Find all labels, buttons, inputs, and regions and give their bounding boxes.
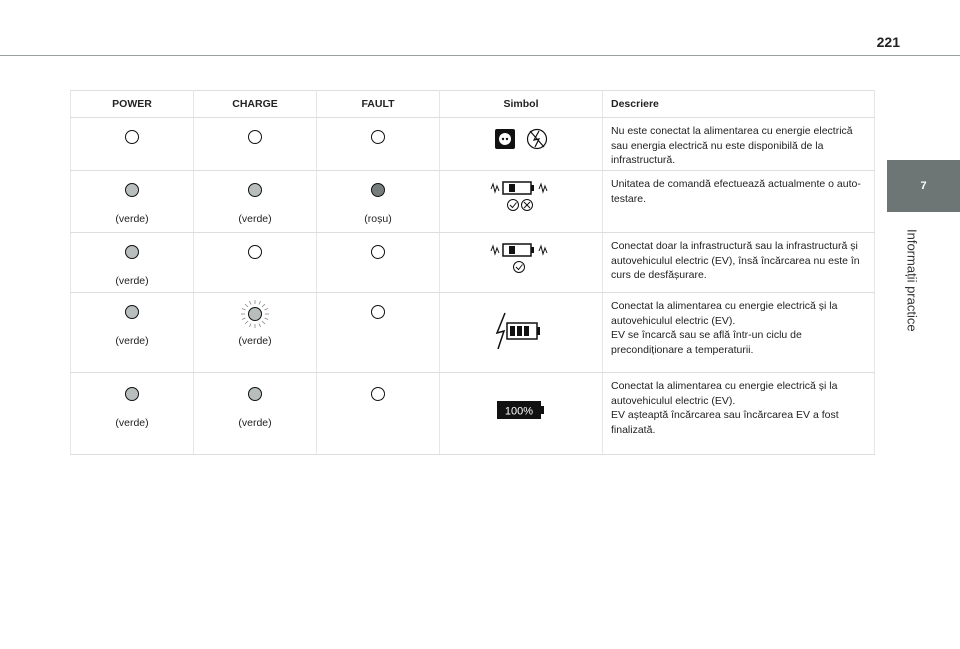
- symbol-cell: [440, 293, 603, 373]
- fault-cell: [317, 293, 440, 373]
- chapter-title: Informații practice: [904, 228, 920, 332]
- fault-led-off-icon: [371, 245, 385, 259]
- fault-cell: [317, 373, 440, 455]
- chapter-tab[interactable]: 7: [887, 160, 960, 212]
- description-cell: Nu este conectat la alimentarea cu energie electrică sau energia electrică nu este disponibilă de la infrastructură.: [603, 118, 875, 171]
- description-cell: Conectat doar la infrastructură sau la infrastructură și autovehiculul electric (EV), însă încărcarea nu este în curs de desfășurare.: [603, 233, 875, 293]
- charge-led-green-icon: [248, 183, 262, 197]
- fault-cell: [317, 233, 440, 293]
- power-led-green-icon: [125, 245, 139, 259]
- fault-led-off-icon: [371, 387, 385, 401]
- plug-and-no-power-icons: [491, 126, 551, 152]
- power-cell: [71, 293, 194, 373]
- charge-led-label: (verde): [238, 335, 272, 347]
- fault-cell: [317, 118, 440, 171]
- charge-led-off-icon: [248, 130, 262, 144]
- charge-led-blinking-icon: [248, 307, 262, 321]
- table-header-row: [71, 91, 875, 118]
- power-led-label: (verde): [115, 335, 149, 347]
- fault-led-red-icon: [371, 183, 385, 197]
- description-cell: [603, 373, 875, 455]
- table-row: [71, 373, 875, 455]
- battery-wave-check-cross-icon: [489, 179, 553, 213]
- header-divider: [0, 55, 960, 56]
- table-row: [71, 233, 875, 293]
- symbol-cell: [440, 233, 603, 293]
- power-led-label: (verde): [115, 275, 149, 287]
- symbol-cell: [440, 373, 603, 455]
- charge-led-off-icon: [248, 245, 262, 259]
- symbol-cell: [440, 118, 603, 171]
- battery-wave-check-icon: [489, 241, 553, 275]
- table-row: [71, 293, 875, 373]
- symbol-cell: [440, 171, 603, 233]
- battery-full-icon: [495, 399, 547, 421]
- power-led-label: (verde): [115, 213, 149, 225]
- charge-cell: [194, 118, 317, 171]
- charge-cell: [194, 171, 317, 233]
- charge-cell: [194, 233, 317, 293]
- charge-led-label: (verde): [238, 213, 272, 225]
- battery-percent-text: 100%: [504, 405, 534, 418]
- description-line: EV se încarcă sau se află într-un ciclu de precondiționare a temperaturii.: [611, 329, 802, 357]
- battery-charging-icon: [491, 311, 551, 351]
- header-fault: FAULT: [317, 91, 440, 118]
- fault-led-off-icon: [371, 305, 385, 319]
- fault-led-label: (roșu): [364, 213, 392, 225]
- description-cell: Unitatea de comandă efectuează actualmente o auto-testare.: [603, 171, 875, 233]
- fault-cell: [317, 171, 440, 233]
- charge-cell: [194, 373, 317, 455]
- description-line: EV așteaptă încărcarea sau încărcarea EV a fost finalizată.: [611, 409, 839, 437]
- power-led-green-icon: [125, 305, 139, 319]
- header-charge: CHARGE: [194, 91, 317, 118]
- page-number: 221: [876, 34, 900, 50]
- led-status-table: [70, 90, 875, 455]
- power-cell: [71, 373, 194, 455]
- description-line: Conectat la alimentarea cu energie electrică și la autovehiculul electric (EV).: [611, 300, 838, 327]
- charge-led-green-icon: [248, 387, 262, 401]
- header-power: POWER: [71, 91, 194, 118]
- power-led-green-icon: [125, 183, 139, 197]
- fault-led-off-icon: [371, 130, 385, 144]
- table-row: [71, 118, 875, 171]
- power-cell: [71, 233, 194, 293]
- description-cell: [603, 293, 875, 373]
- header-symbol: Simbol: [440, 91, 603, 118]
- power-led-off-icon: [125, 130, 139, 144]
- power-led-label: (verde): [115, 417, 149, 429]
- header-description: Descriere: [603, 91, 875, 118]
- power-cell: [71, 118, 194, 171]
- charge-led-label: (verde): [238, 417, 272, 429]
- description-line: Conectat la alimentarea cu energie electrică și la autovehiculul electric (EV).: [611, 380, 838, 407]
- power-cell: [71, 171, 194, 233]
- charge-cell: [194, 293, 317, 373]
- power-led-green-icon: [125, 387, 139, 401]
- table-row: [71, 171, 875, 233]
